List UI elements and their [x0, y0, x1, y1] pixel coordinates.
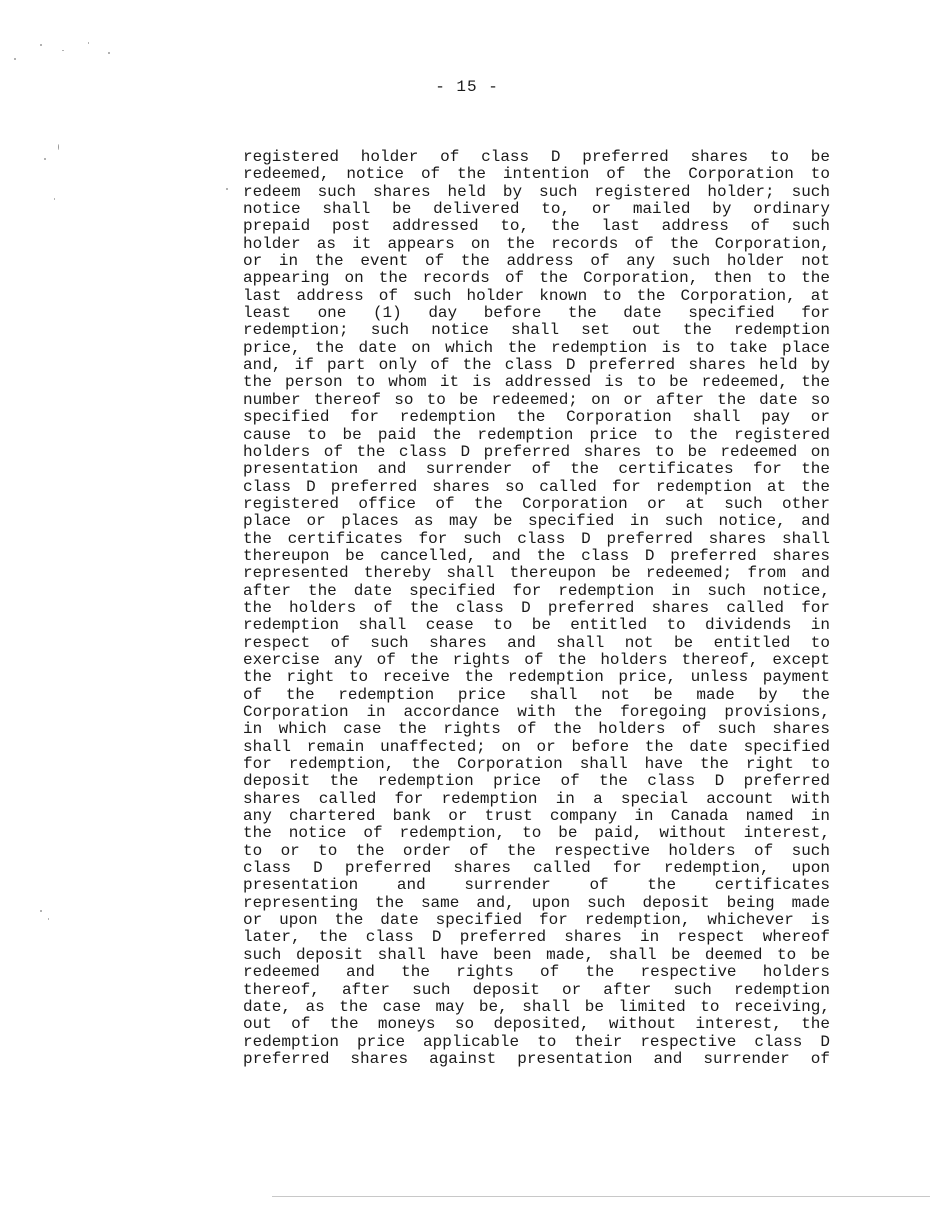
text-line: the holders of the class D preferred shares called for — [243, 599, 830, 617]
text-line: appearing on the records of the Corporation, then to the — [243, 270, 830, 288]
page-number: - 15 - — [435, 78, 499, 96]
scan-speck — [88, 42, 89, 44]
text-line: last address of such holder known to the Corporation, at — [243, 287, 830, 305]
text-line: shall remain unaffected; on or before the date specified — [243, 738, 830, 756]
text-line: holder as it appears on the records of the Corporation, — [243, 235, 830, 253]
text-line: redemption price applicable to their respective class D — [243, 1033, 830, 1051]
text-line: of the redemption price shall not be made by the — [243, 686, 830, 704]
text-line: registered holder of class D preferred shares to be — [243, 149, 830, 166]
text-line: the right to receive the redemption price, unless payment — [243, 669, 830, 687]
scan-speck — [62, 50, 64, 51]
text-line: class D preferred shares called for redemption, upon — [243, 860, 830, 878]
text-line: preferred shares against presentation and surrender of — [243, 1050, 830, 1068]
text-line: exercise any of the rights of the holders thereof, except — [243, 651, 830, 669]
text-line: presentation and surrender of the certificates — [243, 877, 830, 895]
text-line: thereof, after such deposit or after such redemption — [243, 981, 830, 999]
text-line: least one (1) day before the date specified for — [243, 305, 830, 323]
text-line: presentation and surrender of the certificates for the — [243, 461, 830, 479]
text-line: or upon the date specified for redemption, whichever is — [243, 912, 830, 930]
text-line: place or places as may be specified in such notice, and — [243, 513, 830, 531]
scan-speck — [14, 58, 16, 60]
text-line: thereupon be cancelled, and the class D preferred shares — [243, 547, 830, 565]
text-line: later, the class D preferred shares in respect whereof — [243, 929, 830, 947]
text-line: out of the moneys so deposited, without interest, the — [243, 1016, 830, 1034]
text-line: and, if part only of the class D preferred shares held by — [243, 357, 830, 375]
scan-speck — [108, 52, 110, 54]
scan-speck — [226, 188, 228, 190]
text-line: the notice of redemption, to be paid, without interest, — [243, 825, 830, 843]
text-line: represented thereby shall thereupon be redeemed; from and — [243, 565, 830, 583]
text-line: for redemption, the Corporation shall have the right to — [243, 756, 830, 774]
text-line: in which case the rights of the holders of such shares — [243, 721, 830, 739]
scan-speck — [44, 158, 46, 160]
text-line: shares called for redemption in a special account with — [243, 790, 830, 808]
text-line: any chartered bank or trust company in Canada named in — [243, 808, 830, 826]
text-line: number thereof so to be redeemed; on or after the date so — [243, 391, 830, 409]
text-line: respect of such shares and shall not be entitled to — [243, 634, 830, 652]
body-text — [243, 149, 830, 1068]
bottom-rule — [272, 1196, 930, 1197]
scan-speck — [58, 144, 59, 150]
text-line: after the date specified for redemption in such notice, — [243, 582, 830, 600]
text-line: such deposit shall have been made, shall be deemed to be — [243, 946, 830, 964]
text-line: redeem such shares held by such registered holder; such — [243, 183, 830, 201]
text-line: date, as the case may be, shall be limited to receiving, — [243, 998, 830, 1016]
text-line: cause to be paid the redemption price to the registered — [243, 426, 830, 444]
scan-speck — [48, 918, 49, 920]
scan-speck — [40, 910, 42, 912]
text-line: the certificates for such class D preferred shares shall — [243, 530, 830, 548]
text-line: price, the date on which the redemption is to take place — [243, 339, 830, 357]
text-line: registered office of the Corporation or at such other — [243, 495, 830, 513]
scan-speck — [40, 44, 42, 46]
text-line: notice shall be delivered to, or mailed by ordinary — [243, 201, 830, 219]
text-line: or in the event of the address of any such holder not — [243, 253, 830, 271]
text-line: deposit the redemption price of the class D preferred — [243, 773, 830, 791]
text-line: redemption; such notice shall set out the redemption — [243, 322, 830, 340]
text-line: redeemed and the rights of the respective holders — [243, 964, 830, 982]
text-line: the person to whom it is addressed is to be redeemed, the — [243, 374, 830, 392]
text-line: redemption shall cease to be entitled to dividends in — [243, 617, 830, 635]
text-line: class D preferred shares so called for redemption at the — [243, 478, 830, 496]
text-line: Corporation in accordance with the foregoing provisions, — [243, 704, 830, 721]
text-line: redeemed, notice of the intention of the Corporation to — [243, 166, 830, 184]
text-line: prepaid post addressed to, the last address of such — [243, 218, 830, 236]
text-line: to or to the order of the respective holders of such — [243, 842, 830, 860]
scan-speck — [54, 198, 55, 200]
text-line: specified for redemption the Corporation shall pay or — [243, 409, 830, 427]
text-line: holders of the class D preferred shares to be redeemed on — [243, 443, 830, 461]
text-line: representing the same and, upon such deposit being made — [243, 894, 830, 912]
